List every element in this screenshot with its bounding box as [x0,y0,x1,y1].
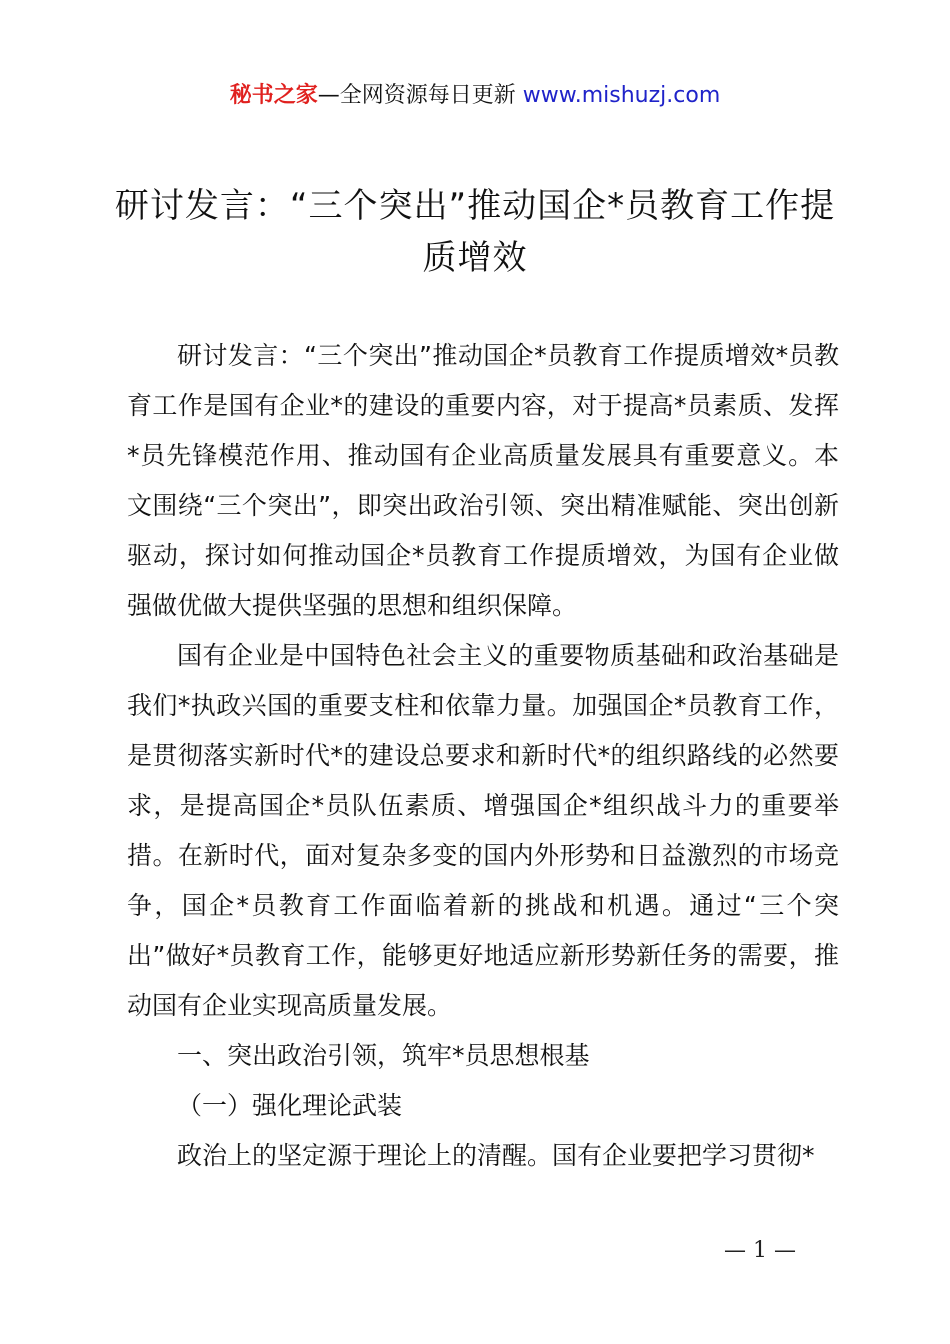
document-title: 研讨发言：“三个突出”推动国企*员教育工作提质增效 [114,186,836,278]
subsection-heading: （一）强化理论武装 [177,1091,403,1120]
paragraph-section-body: 政治上的坚定源于理论上的清醒。国有企业要把学习贯彻* [177,1141,815,1170]
website-url[interactable]: www.mishuzj.com [522,83,721,108]
paragraph-background: 国有企业是中国特色社会主义的重要物质基础和政治基础是我们*执政兴国的重要支柱和依靠力量。加强国企*员教育工作，是贯彻落实新时代*的建设总要求和新时代*的组织路线的必然要求，是提高国企*员队伍素质、增强国企*组织战斗力的重要举措。在新时代，面对复杂多变的国内外形势和日益激烈的市场竞争，国企*员教育工作面临着新的挑战和机遇。通过“三个突出”做好*员教育工作，能够更好地适应新形势新任务的需要，推动国有企业实现高质量发展。 [127,641,839,1020]
document-body [127,331,839,1181]
brand-name: 秘书之家 [229,83,318,108]
site-header [0,80,950,112]
page-number: — 1 — [724,1238,796,1263]
paragraph-intro: 研讨发言：“三个突出”推动国企*员教育工作提质增效*员教育工作是国有企业*的建设的重要内容，对于提高*员素质、发挥*员先锋模范作用、推动国有企业高质量发展具有重要意义。本文围绕“三个突出”，即突出政治引领、突出精准赋能、突出创新驱动，探讨如何推动国企*员教育工作提质增效，为国有企业做强做优做大提供坚强的思想和组织保障。 [127,341,839,620]
section-heading: 一、突出政治引领，筑牢*员思想根基 [177,1041,590,1070]
header-tagline: —全网资源每日更新 [317,83,523,108]
